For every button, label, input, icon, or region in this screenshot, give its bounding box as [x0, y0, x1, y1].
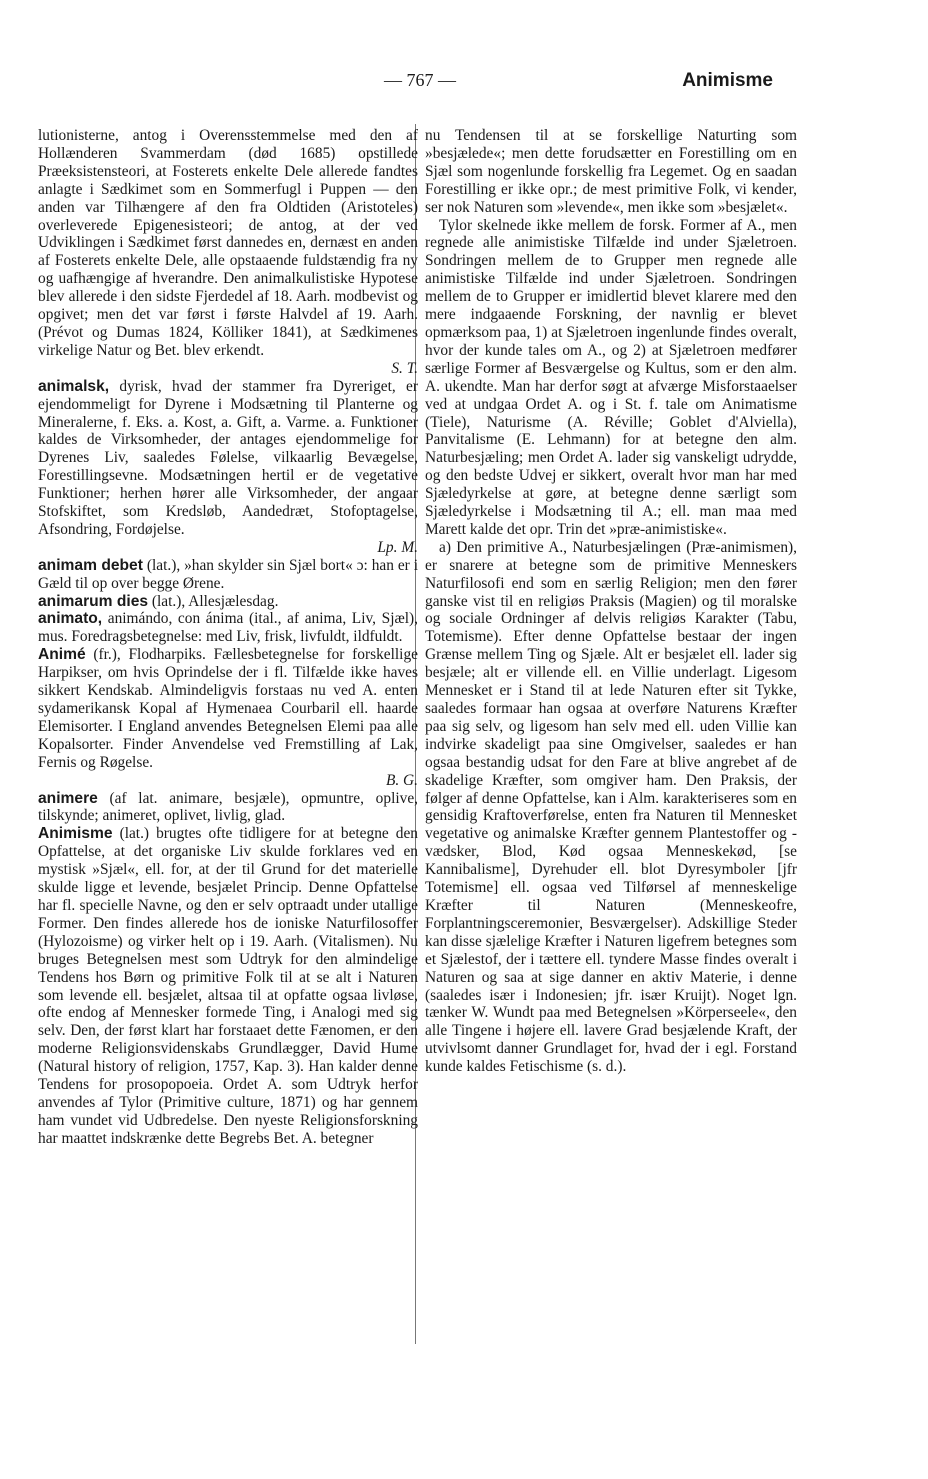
- headword: Animé: [38, 646, 86, 664]
- headword: animato,: [38, 610, 103, 628]
- author-signature: B. G.: [385, 771, 418, 789]
- entry-text: Tylor skelnede ikke mellem de forsk. Former af A., men regnede alle animistiske Tilfælde ind under Sjæletroen. Sondringen mellem de to Grupper men regnede alle animistiske Tilfælde ind under Sjæletroen. Sondringen mellem de to Grupper er imidlertid blevet klarere med den mere indgaaende Forskning, der navnlig er blevet opmærksom paa, 1) at Sjæletroen ingenlunde findes overalt, hvor der kunde tales om A., og 2) at Sjæletroen medfører særlige Former af Besværgelse og Kultus, som er den alm. A. ukendte. Man har derfor søgt at afværge Misforstaaelser ved at undgaa Ordet A. og i St. f. tale om Animatisme (Tiele), Naturisme (A. Réville; Goblet d'Alviella), Panvitalisme (E. Lehmann) for at betegne den alm. Naturbesjæling; men Ordet A. lader sig vanskeligt udrydde, og den bedste Udvej er sikkert, overalt hvor man har med Sjæledyrkelse at gøre, at betegne denne særligt som Sjæledyrkelse i Modsætning til A.; ell. man maa med Marett kalde det opr. Trin det »præ-animistiske«.: [425, 216, 797, 538]
- author-signature: S. T.: [391, 359, 418, 377]
- headword: animam debet: [38, 556, 143, 574]
- headword: animere: [38, 789, 98, 807]
- headword: animalsk,: [38, 377, 110, 395]
- entry-text: (fr.), Flodharpiks. Fællesbetegnelse for forskellige Harpikser, om hvis Oprindelse der i fl. Tilfælde ikke haves sikkert Kendskab. Almindeligvis forstaas nu ved A. enten sydamerikansk Kopal af Hymenaea Courbaril ell. haarde Elemisorter. I England anvendes Betegnelsen Elemi paa alle Kopalsorter. Finder Anvendelse ved Fremstilling af Lak, Fernis og Røgelse.: [38, 646, 418, 771]
- dictionary-entry: [38, 790, 418, 826]
- running-head: Animisme: [682, 70, 773, 91]
- entry-text: nu Tendensen til at se forskellige Naturting som »besjælede«; men dette forudsætter en Forestilling om en Sjæl som nogenlunde forskellig fra Legemet. Og en saadan Forestilling er ikke opr.; de mest primitive Folk, vi kender, ser nok Naturen som »levende«, men ikke som »besjælet«.: [425, 127, 797, 216]
- entry-text: (lat.), Allesjælesdag.: [148, 592, 279, 610]
- entry-paragraph: [425, 217, 797, 539]
- entry-text: dyrisk, hvad der stammer fra Dyreriget, er ejendommeligt for Dyrene i Modsætning til Planterne og Mineralerne, f. Eks. a. Kost, a. Gift, a. Varme. a. Funktioner kaldes de Virksomheder, der antages ejendommelige for Dyrenes Liv, saaledes Følelse, vilkaarlig Bevægelse, Forestillingsevne. Modsætningen hertil er de vegetative Funktioner; herhen hører alle Virksomheder, der angaar Stofskiftet, som Kredsløb, Aandedræt, Stofoptagelse, Afsondring, Fordøjelse.: [38, 377, 418, 538]
- entry-paragraph: [425, 127, 797, 217]
- entry-text: a) Den primitive A., Naturbesjælingen (Præ-animismen), er snarere at betegne som de primitive Menneskers Naturfilosofi end som en særlig Religion; men den fører ganske vist til en religiøs Praksis (Magien) og til moralske og sociale Ordninger af delvis religiøs Karakter (Tabu, Totemisme). Efter denne Opfattelse bestaar der ingen Grænse mellem Ting og Sjæle. Alt er besjælet ell. lader sig besjæle; alt er villende ell. en Villie underlagt. Ligesom Mennesket er i Stand til at lede Naturen efter sit Tykke, saaledes formaar han ogsaa at overføre Naturens Kræfter paa sig selv, og ligesom han selv med ell. uden Villie kan indvirke skadeligt paa sine Omgivelser, saaledes er han ogsaa bestandig udsat for den Fare at blive angrebet af de skadelige Kræfter, som omgiver ham. Den Praksis, der følger af denne Opfattelse, kan i Alm. karakteriseres som en gensidig Kraftoverførelse, enten fra Naturen til Mennesket vegetative og animalske Kræfter gennem Plantestoffer og -vædsker, Blod, Kød ogsaa Menneskekød, [se Kannibalisme], Dyrehuder ell. blot Dyresymboler [jfr Totemisme] ell. ogsaa ved Tilførsel af menneskelige Kræfter til Naturen (Menneskeofre, Forplantningsceremonier, Besværgelser). Adskillige Steder kan disse sjælelige Kræfter i Naturen ligefrem betegnes som et Sjælestof, der i tættere ell. tyndere Masse findes overalt i Naturen og saa at sige danner en aktiv Materie, i denne (saaledes især i Indonesien; jfr. især Kruijt). Noget lgn. tænker W. Wundt paa med Betegnelsen »Körperseele«, den alle Tingene i højere ell. lavere Grad besjælende Kraft, der utvivlsomt danner Grundlaget for, hvad der i egl. Forstand kunde kaldes Fetischisme (s. d.).: [425, 538, 797, 1076]
- left-column: [38, 127, 418, 1148]
- entry-paragraph: [38, 127, 418, 360]
- headword: Animisme: [38, 825, 113, 843]
- author-signature: Lp. M.: [377, 538, 418, 556]
- dictionary-entry: [38, 610, 418, 646]
- entry-text: animándo, con ánima (ital., af anima, Liv, Sjæl), mus. Foredragsbetegnelse: med Liv, frisk, livfuldt, ildfuldt.: [38, 610, 418, 646]
- entry-text: (af lat. animare, besjæle), opmuntre, oplive, tilskynde; animeret, oplivet, livlig, glad.: [38, 789, 418, 825]
- right-column: [425, 127, 797, 1076]
- dictionary-entry: [38, 557, 418, 593]
- dictionary-entry: [38, 646, 418, 771]
- headword: animarum dies: [38, 592, 149, 610]
- entry-text: (lat.), »han skylder sin Sjæl bort« ɔ: han er i Gæld til op over begge Ørene.: [38, 556, 418, 592]
- entry-paragraph: [425, 539, 797, 1076]
- page-number: — 767 —: [384, 70, 456, 90]
- dictionary-entry: [38, 378, 418, 539]
- dictionary-entry: [38, 825, 418, 1147]
- dictionary-entry: [38, 593, 418, 611]
- entry-text: (lat.) brugtes ofte tidligere for at betegne den Opfattelse, at det organiske Liv skulde forklares ved en mystisk »Sjæl«, ell. for, at der til Grund for det materielle skulde ligge et levende, besjælet Princip. Denne Opfattelse har fl. specielle Navne, og den er selv optraadt under utallige Former. Den findes allerede hos de ioniske Naturfilosoffer (Hylozoisme) og virker helt op i 19. Aarh. (Vitalismen). Nu bruges Betegnelsen mest som Udtryk for den almindelige Tendens hos Børn og primitive Folk til at se alt i Naturen som levende ell. besjælet, altsaa til at opfatte ogsaa livløse, ofte endog af Mennesker formede Ting, i Analogi med sig selv. Den, der først klart har forstaaet dette Fænomen, er den moderne Religionsvidenskabs Grundlægger, David Hume (Natural history of religion, 1757, Kap. 3). Han kalder denne Tendens for prosopopoeia. Ordet A. som Udtryk herfor anvendes af Tylor (Primitive culture, 1871) og har gennem ham vundet vid Udbredelse. Den nyeste Religionsforskning har maattet indskrænke dette Begrebs Bet. A. betegner: [38, 825, 418, 1147]
- entry-text: lutionisterne, antog i Overensstemmelse med den af Hollænderen Svammerdam (død 1685) opstillede Præeksistensteori, at Fosterets enkelte Dele allerede fandtes anlagte i Sædkimet som en Sommerfugl i Puppen — den anden var Tilhængere af den fra Oldtiden (Aristoteles) overleverede Epigenesisteori; de antog, at der ved Udviklingen i Sædkimet først dannedes en, dernæst en anden af Fosterets enkelte Dele, alle opstaaende fuldstændig fra ny og uafhængige af hverandre. Den animalkulistiske Hypotese blev allerede i den sidste Fjerdedel af 18. Aarh. modbevist og opgivet; men det var først i første Halvdel af 19. Aarh. (Prévot og Dumas 1824, Kölliker 1841), at Sædkimenes virkelige Natur og Bet. blev erkendt.: [38, 127, 418, 359]
